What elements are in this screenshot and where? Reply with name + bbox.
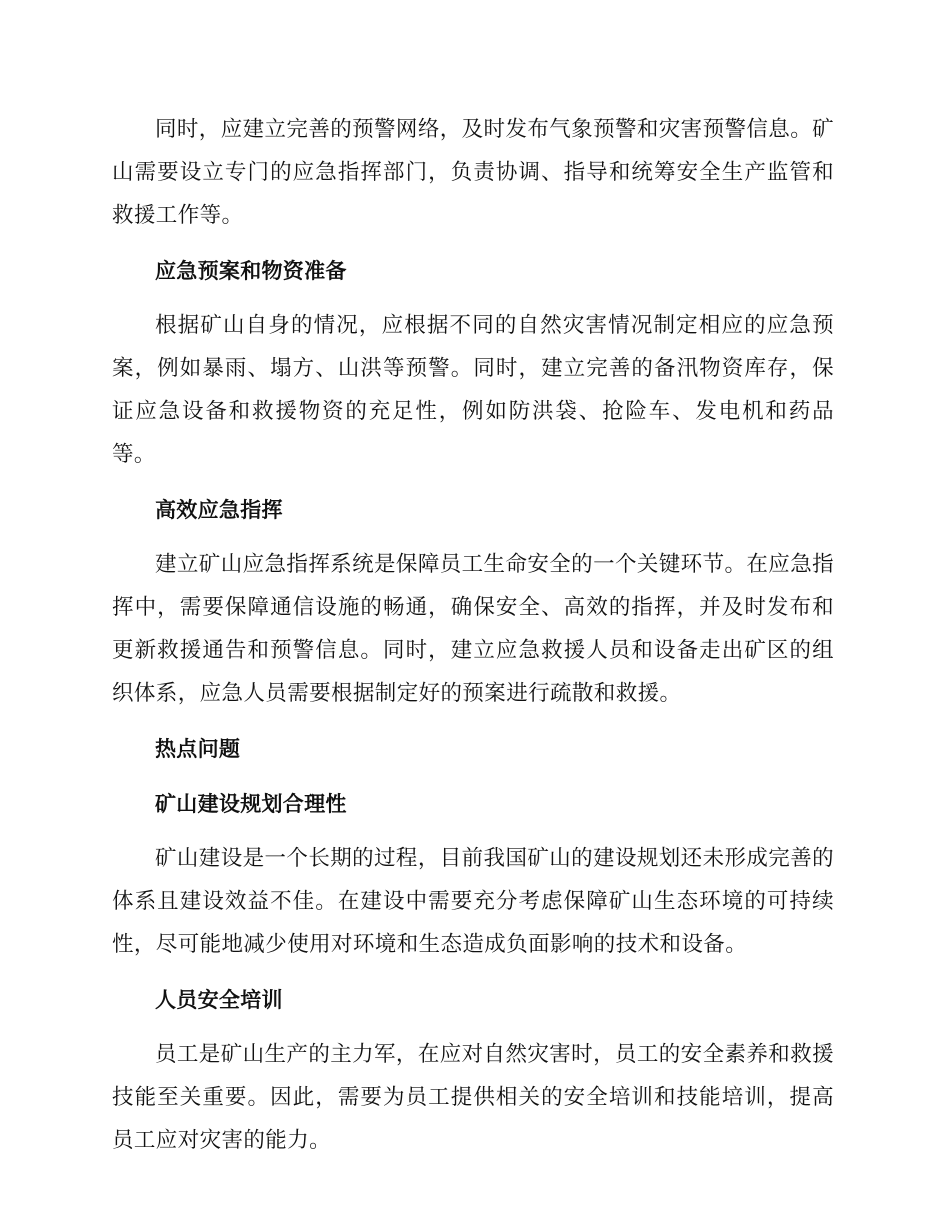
paragraph-early-warning: 同时，应建立完善的预警网络，及时发布气象预警和灾害预警信息。矿山需要设立专门的应急指挥部门，负责协调、指导和统筹安全生产监管和救援工作等。 bbox=[112, 117, 834, 228]
paragraph-mine-planning: 矿山建设是一个长期的过程，目前我国矿山的建设规划还未形成完善的体系且建设效益不佳。在建设中需要充分考虑保障矿山生态环境的可持续性，尽可能地减少使用对环境和生态造成负面影响的技术和设备。 bbox=[112, 846, 834, 957]
paragraph-emergency-plan: 根据矿山自身的情况，应根据不同的自然灾害情况制定相应的应急预案，例如暴雨、塌方、山洪等预警。同时，建立完善的备汛物资库存，保证应急设备和救援物资的充足性，例如防洪袋、抢险车、发电机和药品等。 bbox=[112, 313, 834, 467]
heading-safety-training: 人员安全培训 bbox=[155, 987, 283, 1012]
heading-emergency-plan: 应急预案和物资准备 bbox=[155, 258, 347, 283]
paragraph-emergency-command: 建立矿山应急指挥系统是保障员工生命安全的一个关键环节。在应急指挥中，需要保障通信设施的畅通，确保安全、高效的指挥，并及时发布和更新救援通告和预警信息。同时，建立应急救援人员和设备走出矿区的组织体系，应急人员需要根据制定好的预案进行疏散和救援。 bbox=[112, 552, 834, 706]
heading-emergency-command: 高效应急指挥 bbox=[155, 497, 283, 522]
document-page bbox=[112, 108, 834, 1162]
heading-mine-planning: 矿山建设规划合理性 bbox=[155, 791, 347, 816]
heading-hot-issues: 热点问题 bbox=[155, 736, 241, 761]
paragraph-safety-training: 员工是矿山生产的主力军，在应对自然灾害时，员工的安全素养和救援技能至关重要。因此，需要为员工提供相关的安全培训和技能培训，提高员工应对灾害的能力。 bbox=[112, 1042, 834, 1153]
